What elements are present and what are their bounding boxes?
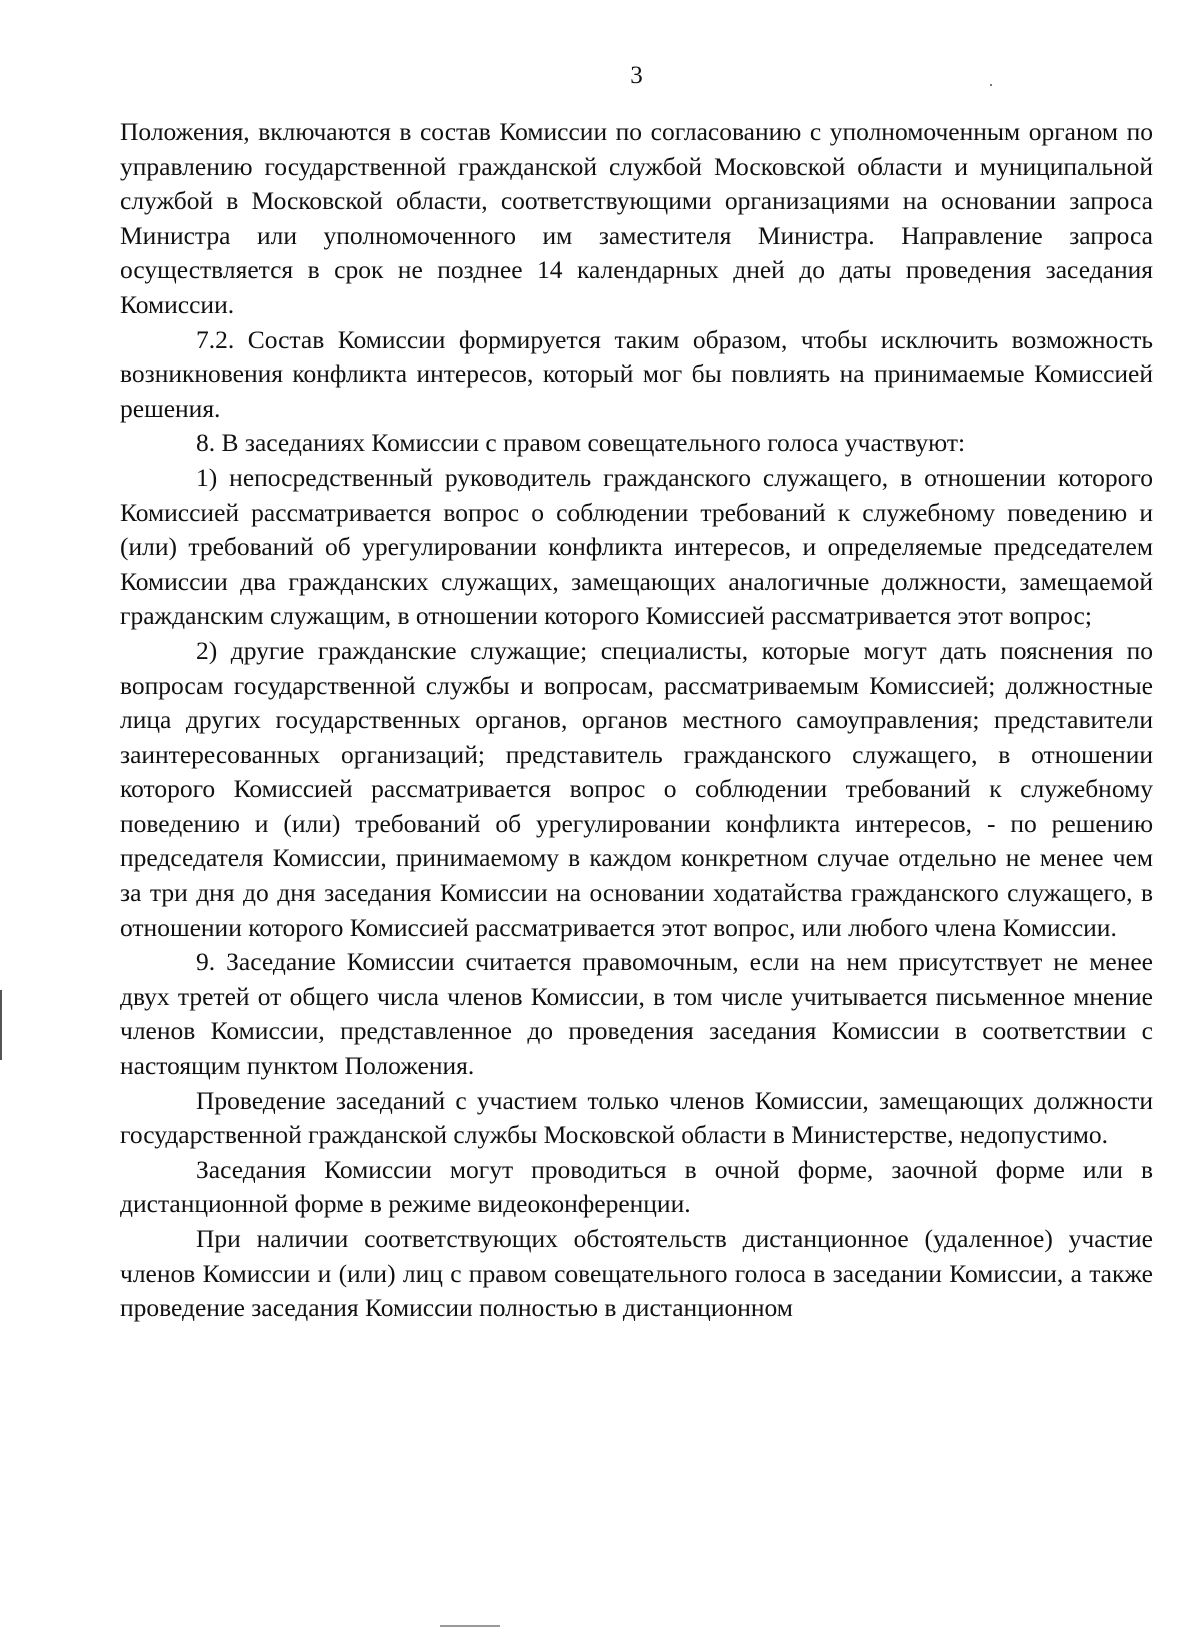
paragraph-9-forms: Заседания Комиссии могут проводиться в очной форме, заочной форме или в дистанционной форме в режиме видеоконференции.	[120, 1154, 1153, 1219]
paragraph-8-item-1: 1) непосредственный руководитель гражданского служащего, в отношении которого Комиссией рассматривается вопрос о соблюдении требований к служебному поведению и (или) требований об урегулировании конфликта интересов, и определяемые председателем Комиссии два гражданских служащих, замещающих аналогичные должности, замещаемой гражданским служащим, в отношении которого Комиссией рассматривается этот вопрос;	[120, 462, 1153, 631]
paragraph-9: 9. Заседание Комиссии считается правомочным, если на нем присутствует не менее двух третей от общего числа членов Комиссии, в том числе учитывается письменное мнение членов Комиссии, представленное до проведения заседания Комиссии в соответствии с настоящим пунктом Положения.	[120, 947, 1153, 1081]
document-body	[120, 115, 1153, 1326]
paragraph-8: 8. В заседаниях Комиссии с правом совещательного голоса участвуют:	[196, 428, 966, 458]
scan-bottom-mark	[440, 1625, 500, 1627]
paragraph-9-restriction: Проведение заседаний с участием только членов Комиссии, замещающих должности государственной гражданской службы Московской области в Министерстве, недопустимо.	[120, 1085, 1153, 1150]
paragraph-9-remote: При наличии соответствующих обстоятельств дистанционное (удаленное) участие членов Комиссии и (или) лиц с правом совещательного голоса в заседании Комиссии, а также проведение заседания Комиссии полностью в дистанционном	[120, 1224, 1153, 1323]
page-number: 3	[630, 62, 643, 89]
scan-edge-mark	[0, 990, 2, 1060]
paragraph-7-2: 7.2. Состав Комиссии формируется таким образом, чтобы исключить возможность возникновения конфликта интересов, который мог бы повлиять на принимаемые Комиссией решения.	[120, 324, 1153, 423]
paragraph-continuation: Положения, включаются в состав Комиссии по согласованию с уполномоченным органом по управлению государственной гражданской службой Московской области и муниципальной службой в Московской области, соответствующими организациями на основании запроса Министра или уполномоченного им заместителя Министра. Направление запроса осуществляется в срок не позднее 14 календарных дней до даты проведения заседания Комиссии.	[120, 117, 1153, 319]
paragraph-8-item-2: 2) другие гражданские служащие; специалисты, которые могут дать пояснения по вопросам государственной службы и вопросам, рассматриваемым Комиссией; должностные лица других государственных органов, органов местного самоуправления; представители заинтересованных организаций; представитель гражданского служащего, в отношении которого Комиссией рассматривается вопрос о соблюдении требований к служебному поведению и (или) требований об урегулировании конфликта интересов, - по решению председателя Комиссии, принимаемому в каждом конкретном случае отдельно не менее чем за три дня до дня заседания Комиссии на основании ходатайства гражданского служащего, в отношении которого Комиссией рассматривается этот вопрос, или любого члена Комиссии.	[120, 635, 1153, 942]
